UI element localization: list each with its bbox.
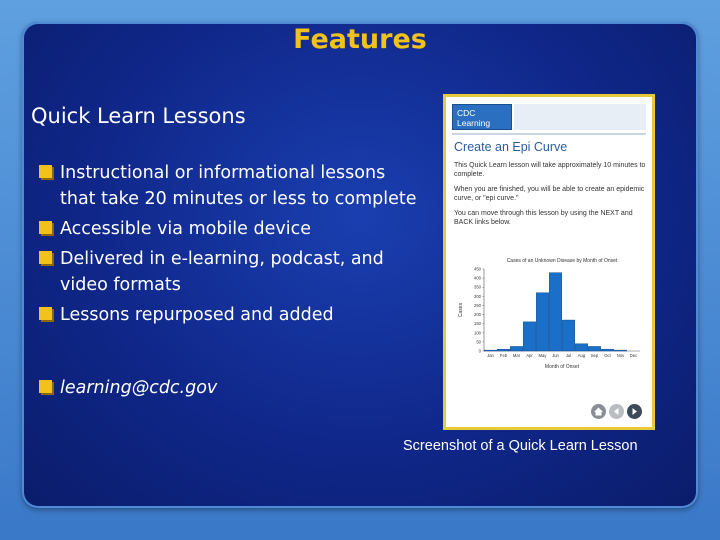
- bullet-box-icon: [39, 307, 52, 320]
- x-tick-label: Jun: [552, 353, 559, 358]
- bar-mar: [510, 346, 522, 351]
- x-tick-label: Aug: [577, 353, 586, 358]
- bullet-item: [39, 216, 419, 242]
- bullet-box-icon: [39, 165, 52, 178]
- lesson-title: Create an Epi Curve: [454, 140, 568, 154]
- bullet-text: Delivered in e-learning, podcast, and video formats: [60, 249, 384, 295]
- bar-nov: [614, 350, 626, 351]
- email-bullet: [39, 375, 217, 401]
- epi-curve-chart: [454, 255, 650, 375]
- bullet-list: [39, 160, 419, 332]
- lesson-screenshot: [443, 94, 655, 430]
- x-tick-label: Dec: [629, 353, 638, 358]
- bar-oct: [601, 349, 613, 351]
- next-icon[interactable]: [627, 404, 642, 419]
- y-tick-label: 450: [474, 266, 481, 272]
- y-tick-label: 0: [478, 348, 481, 354]
- lesson-paragraph: When you are finished, you will be able to create an epidemic curve, or "epi curve.": [454, 186, 645, 202]
- y-axis-label: Cases: [458, 302, 464, 318]
- lesson-nav: [591, 404, 642, 419]
- y-tick-label: 250: [474, 302, 481, 308]
- cdc-logo: [452, 104, 512, 130]
- bullet-item: [39, 246, 419, 298]
- y-tick-label: 400: [474, 275, 481, 281]
- lesson-paragraph: You can move through this lesson by using the NEXT and BACK links below.: [454, 210, 633, 226]
- x-tick-label: Oct: [604, 353, 611, 358]
- chart-title: Cases of an Unknown Disease by Month of Onset: [506, 258, 618, 264]
- x-axis-label: Month of Onset: [544, 364, 580, 370]
- back-icon[interactable]: [609, 404, 624, 419]
- header-divider: [452, 133, 646, 135]
- bar-apr: [523, 322, 535, 351]
- lesson-paragraph: This Quick Learn lesson will take approximately 10 minutes to complete.: [454, 162, 646, 178]
- y-tick-label: 150: [474, 321, 481, 327]
- bar-jun: [549, 273, 561, 351]
- bullet-box-icon: [39, 251, 52, 264]
- y-tick-label: 350: [474, 284, 481, 290]
- y-tick-label: 100: [474, 330, 481, 336]
- bullet-box-icon: [39, 221, 52, 234]
- bullet-text: Instructional or informational lessons that take 20 minutes or less to complete: [60, 163, 417, 209]
- screenshot-caption: Screenshot of a Quick Learn Lesson: [403, 438, 638, 454]
- x-tick-label: Apr: [526, 353, 533, 358]
- x-tick-label: Nov: [616, 353, 625, 358]
- bullet-item: [39, 160, 419, 212]
- bar-may: [536, 293, 548, 351]
- x-tick-label: Feb: [499, 353, 508, 358]
- bullet-item: [39, 302, 419, 328]
- bar-aug: [575, 344, 587, 351]
- logo-line-1: CDC Learning: [457, 108, 491, 128]
- header-banner: [514, 104, 646, 130]
- x-tick-label: Jan: [487, 353, 494, 358]
- bar-jul: [562, 320, 574, 351]
- bar-sep: [588, 346, 600, 351]
- x-tick-label: May: [538, 353, 547, 358]
- slide-subtitle: Quick Learn Lessons: [31, 104, 246, 128]
- y-tick-label: 50: [476, 339, 481, 345]
- bullet-text: Accessible via mobile device: [60, 219, 311, 239]
- bullet-box-icon: [39, 380, 52, 393]
- y-tick-label: 200: [474, 312, 481, 318]
- bar-feb: [497, 349, 509, 351]
- home-icon[interactable]: [591, 404, 606, 419]
- email-link[interactable]: learning@cdc.gov: [60, 378, 218, 398]
- y-tick-label: 300: [474, 293, 481, 299]
- bullet-text: Lessons repurposed and added: [60, 305, 334, 325]
- bar-jan: [484, 350, 496, 351]
- slide-title: Features: [293, 24, 427, 55]
- x-tick-label: Jul: [565, 353, 572, 358]
- x-tick-label: Mar: [512, 353, 521, 358]
- x-tick-label: Sep: [590, 353, 599, 358]
